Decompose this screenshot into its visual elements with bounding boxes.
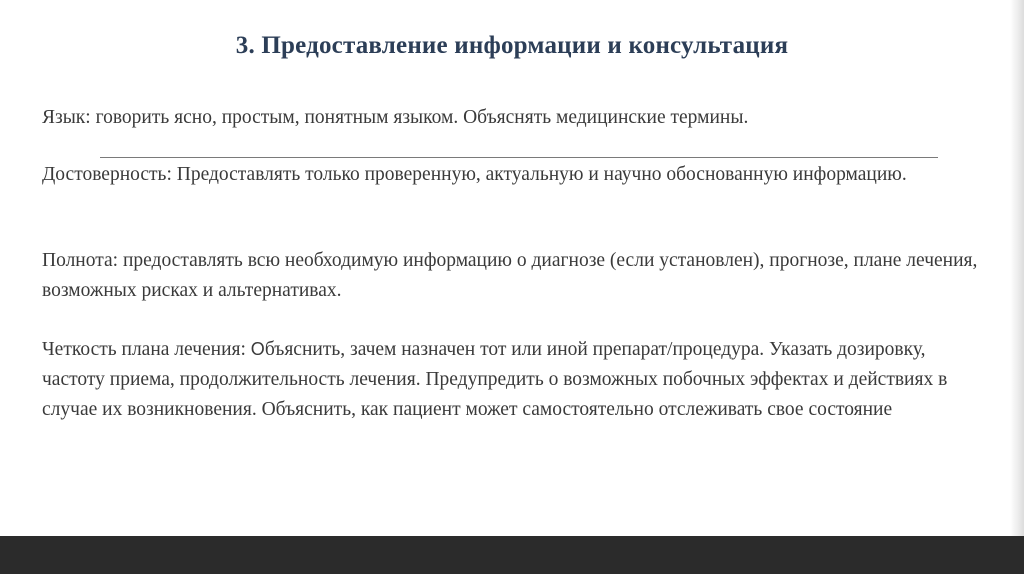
treatment-plan-lead: Четкость плана лечения: <box>42 339 251 360</box>
paragraph-reliability: Достоверность: Предоставлять только проверенную, актуальную и научно обоснованную информацию. <box>42 164 907 185</box>
treatment-plan-initial: О <box>250 339 265 359</box>
paragraph-treatment-plan-clarity <box>42 334 982 425</box>
paragraph-completeness: Полнота: предоставлять всю необходимую информацию о диагнозе (если установлен), прогнозе, плане лечения, возможных рисках и альтернативах. <box>42 250 978 301</box>
slide-edge-shadow <box>1010 0 1024 536</box>
bottom-bar <box>0 536 1024 574</box>
paragraph-language: Язык: говорить ясно, простым, понятным языком. Объяснять медицинские термины. <box>42 107 749 128</box>
slide-title: 3. Предоставление информации и консультация <box>235 32 789 59</box>
treatment-plan-text: бъяснить, зачем назначен тот или иной препарат/процедура. Указать дозировку, частоту приема, продолжительность лечения. Предупредить о возможных побочных эффектах и действиях в случае их возникновения. Объяснить, как пациент может самостоятельно отслеживать свое состояние <box>42 339 948 420</box>
divider-line <box>100 157 938 158</box>
